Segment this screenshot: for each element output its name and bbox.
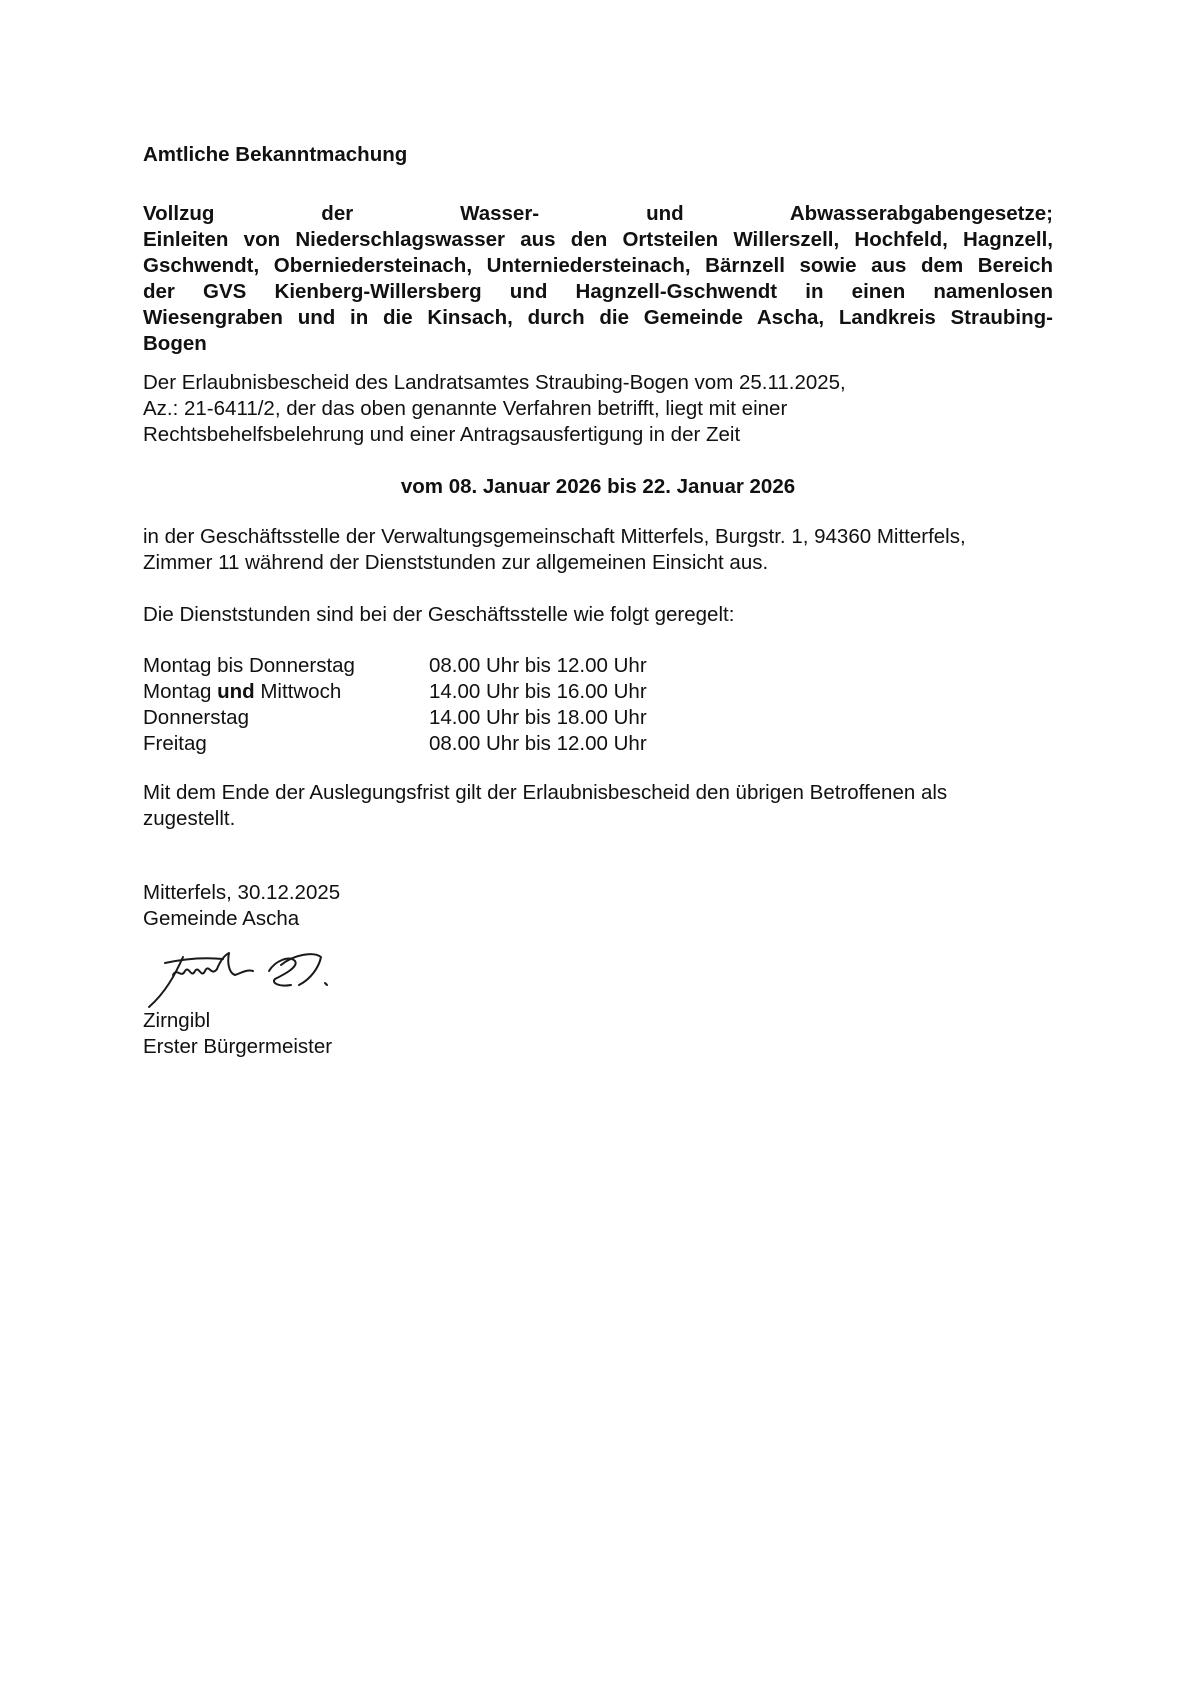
office-hours-day (143, 653, 429, 679)
day-text-emphasis: und (217, 680, 255, 703)
office-hours-time: 08.00 Uhr bis 12.00 Uhr (429, 732, 647, 755)
place-and-date-block (143, 880, 340, 932)
handwritten-signature (143, 945, 343, 1015)
intro-line: Az.: 21-6411/2, der das oben genannte Verfahren betrifft, liegt mit einer (143, 397, 788, 420)
subject-block (143, 201, 1053, 357)
closing-line: zugestellt. (143, 807, 236, 830)
office-hours-row (143, 679, 647, 705)
signer-name: Zirngibl (143, 1009, 211, 1032)
office-hours-intro: Die Dienststunden sind bei der Geschäftsstelle wie folgt geregelt: (143, 603, 735, 626)
intro-line: Rechtsbehelfsbelehrung und einer Antragsausfertigung in der Zeit (143, 423, 741, 446)
subject-line: Vollzug der Wasser- und Abwasserabgabengesetze; (143, 202, 1053, 225)
closing-line: Mit dem Ende der Auslegungsfrist gilt der Erlaubnisbescheid den übrigen Betroffenen als (143, 781, 948, 804)
subject-line: Wiesengraben und in die Kinsach, durch die Gemeinde Ascha, Landkreis Straubing- (143, 306, 1053, 329)
office-hours-day (143, 679, 429, 705)
location-paragraph (143, 524, 966, 576)
subject-line: Einleiten von Niederschlagswasser aus den Ortsteilen Willerszell, Hochfeld, Hagnzell, (143, 228, 1053, 251)
subject-line: Gschwendt, Oberniedersteinach, Unterniedersteinach, Bärnzell sowie aus dem Bereich (143, 254, 1053, 277)
office-hours-table (143, 653, 647, 757)
day-text: Montag (143, 680, 218, 703)
subject-line: Bogen (143, 332, 207, 355)
signer-block (143, 1008, 332, 1060)
display-period: vom 08. Januar 2026 bis 22. Januar 2026 (400, 475, 796, 498)
location-line: Zimmer 11 während der Dienststunden zur allgemeinen Einsicht aus. (143, 551, 769, 574)
office-hours-day (143, 705, 429, 731)
place-date: Mitterfels, 30.12.2025 (143, 881, 341, 904)
office-hours-row (143, 705, 647, 731)
day-text: Montag bis Donnerstag (143, 654, 355, 677)
signer-title: Erster Bürgermeister (143, 1035, 333, 1058)
office-hours-time: 14.00 Uhr bis 16.00 Uhr (429, 680, 647, 703)
day-text: Mittwoch (254, 680, 342, 703)
office-hours-row (143, 731, 647, 757)
office-hours-row (143, 653, 647, 679)
day-text: Freitag (143, 732, 207, 755)
office-hours-day (143, 731, 429, 757)
office-hours-time: 08.00 Uhr bis 12.00 Uhr (429, 654, 647, 677)
day-text: Donnerstag (143, 706, 249, 729)
location-line: in der Geschäftsstelle der Verwaltungsgemeinschaft Mitterfels, Burgstr. 1, 94360 Mitterfels, (143, 525, 966, 548)
intro-line: Der Erlaubnisbescheid des Landratsamtes Straubing-Bogen vom 25.11.2025, (143, 371, 846, 394)
municipality-name: Gemeinde Ascha (143, 907, 300, 930)
signature-strokes (149, 953, 327, 1007)
subject-line: der GVS Kienberg-Willersberg und Hagnzell-Gschwendt in einen namenlosen (143, 280, 1053, 303)
document-heading: Amtliche Bekanntmachung (143, 143, 408, 166)
intro-paragraph (143, 370, 846, 448)
closing-paragraph (143, 780, 947, 832)
office-hours-time: 14.00 Uhr bis 18.00 Uhr (429, 706, 647, 729)
